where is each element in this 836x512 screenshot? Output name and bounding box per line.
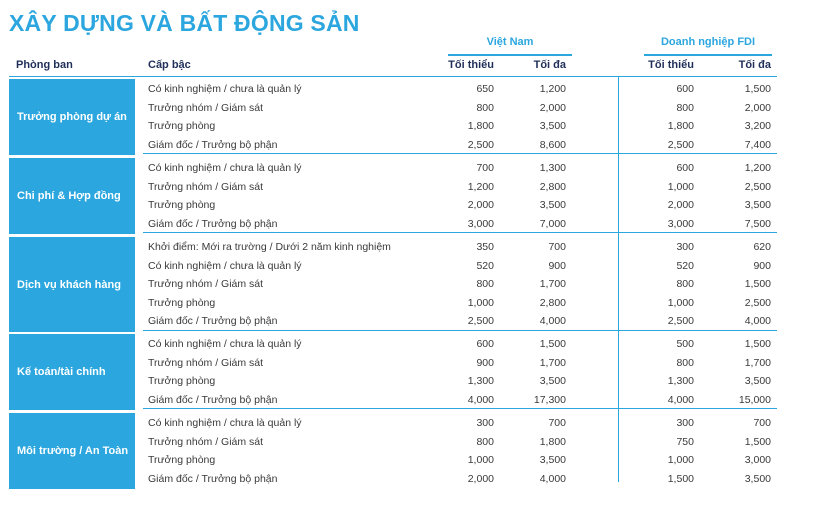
fdi-max-cell: 1,500 <box>744 278 771 290</box>
table-row <box>0 257 836 275</box>
table-row <box>0 354 836 372</box>
fdi-min-cell: 1,000 <box>667 454 694 466</box>
table-row <box>0 275 836 293</box>
department-label: Môi trường / An Toàn <box>17 445 129 457</box>
vn-min-cell: 300 <box>476 417 494 429</box>
fdi-min-cell: 1,300 <box>667 375 694 387</box>
vn-max-cell: 900 <box>548 259 566 272</box>
fdi-min-cell: 600 <box>676 83 694 95</box>
fdi-min-cell: 600 <box>676 162 694 174</box>
table-row <box>0 372 836 390</box>
vn-max-cell: 8,600 <box>539 138 566 151</box>
vn-max-cell: 3,500 <box>539 120 566 132</box>
fdi-min-cell: 800 <box>676 101 694 114</box>
level-cell: Có kinh nghiệm / chưa là quản lý <box>148 162 302 174</box>
level-cell: Có kinh nghiệm / chưa là quản lý <box>148 417 302 429</box>
vn-max-cell: 1,800 <box>539 435 566 448</box>
header-level: Cấp bậc <box>148 59 191 71</box>
header-fdi-max: Tối đa <box>738 59 771 71</box>
vn-min-cell: 800 <box>476 278 494 290</box>
fdi-max-cell: 1,200 <box>744 162 771 174</box>
vn-max-cell: 7,000 <box>539 217 566 230</box>
vn-min-cell: 1,000 <box>467 296 494 309</box>
fdi-min-cell: 2,500 <box>667 315 694 327</box>
fdi-max-cell: 15,000 <box>738 393 771 406</box>
fdi-max-cell: 7,400 <box>744 138 771 151</box>
level-cell: Giám đốc / Trưởng bộ phận <box>148 315 278 327</box>
vn-max-cell: 2,800 <box>539 180 566 193</box>
level-cell: Có kinh nghiệm / chưa là quản lý <box>148 259 302 272</box>
level-cell: Có kinh nghiệm / chưa là quản lý <box>148 338 302 350</box>
vn-min-cell: 800 <box>476 435 494 448</box>
department-label: Chi phí & Hợp đồng <box>17 190 121 202</box>
fdi-max-cell: 7,500 <box>744 217 771 230</box>
level-cell: Giám đốc / Trưởng bộ phận <box>148 138 278 151</box>
fdi-max-cell: 2,000 <box>744 101 771 114</box>
fdi-min-cell: 750 <box>676 435 694 448</box>
header-vn-min: Tối thiểu <box>448 59 494 71</box>
vn-max-cell: 17,300 <box>533 393 566 406</box>
table-row <box>0 159 836 177</box>
fdi-min-cell: 2,000 <box>667 199 694 211</box>
fdi-max-cell: 4,000 <box>744 315 771 327</box>
fdi-max-cell: 700 <box>753 417 771 429</box>
fdi-max-cell: 1,500 <box>744 435 771 448</box>
section-divider <box>143 153 777 154</box>
level-cell: Khởi điểm: Mới ra trường / Dưới 2 năm kinh nghiệm <box>148 241 391 253</box>
fdi-min-cell: 1,800 <box>667 120 694 132</box>
vn-min-cell: 4,000 <box>467 393 494 406</box>
fdi-max-cell: 1,500 <box>744 338 771 350</box>
table-row <box>0 433 836 451</box>
group-vietnam-underline <box>448 54 572 56</box>
table-row <box>0 294 836 312</box>
level-cell: Trưởng phòng <box>148 120 216 132</box>
level-cell: Trưởng phòng <box>148 454 216 466</box>
fdi-min-cell: 800 <box>676 356 694 369</box>
vn-max-cell: 4,000 <box>539 315 566 327</box>
vn-max-cell: 1,700 <box>539 278 566 290</box>
vn-max-cell: 3,500 <box>539 375 566 387</box>
header-vn-max: Tối đa <box>533 59 566 71</box>
department-label: Trưởng phòng dự án <box>17 111 127 123</box>
fdi-max-cell: 3,500 <box>744 375 771 387</box>
vn-min-cell: 1,800 <box>467 120 494 132</box>
level-cell: Trưởng nhóm / Giám sát <box>148 180 264 193</box>
fdi-min-cell: 300 <box>676 241 694 253</box>
vn-min-cell: 1,300 <box>467 375 494 387</box>
fdi-min-cell: 300 <box>676 417 694 429</box>
table-row <box>0 215 836 233</box>
fdi-max-cell: 1,700 <box>744 356 771 369</box>
vn-max-cell: 3,500 <box>539 199 566 211</box>
vn-min-cell: 2,000 <box>467 472 494 485</box>
level-cell: Trưởng phòng <box>148 375 216 387</box>
fdi-min-cell: 3,000 <box>667 217 694 230</box>
vn-max-cell: 2,800 <box>539 296 566 309</box>
table-row <box>0 99 836 117</box>
level-cell: Trưởng nhóm / Giám sát <box>148 435 264 448</box>
vn-max-cell: 2,000 <box>539 101 566 114</box>
fdi-max-cell: 620 <box>753 241 771 253</box>
vn-min-cell: 600 <box>476 338 494 350</box>
department-label: Kế toán/tài chính <box>17 366 106 378</box>
section-divider <box>143 408 777 409</box>
table-row <box>0 335 836 353</box>
table-row <box>0 117 836 135</box>
vn-min-cell: 800 <box>476 101 494 114</box>
group-fdi-label: Doanh nghiệp FDI <box>660 36 756 48</box>
level-cell: Trưởng nhóm / Giám sát <box>148 356 264 369</box>
table-row <box>0 312 836 330</box>
table-row <box>0 238 836 256</box>
vn-min-cell: 1,000 <box>467 454 494 466</box>
vn-min-cell: 2,500 <box>467 138 494 151</box>
vn-max-cell: 1,700 <box>539 356 566 369</box>
header-divider <box>9 76 777 77</box>
table-row <box>0 80 836 98</box>
table-row <box>0 136 836 154</box>
vn-min-cell: 520 <box>476 259 494 272</box>
table-row <box>0 470 836 488</box>
header-fdi-min: Tối thiểu <box>648 59 694 71</box>
vn-max-cell: 700 <box>548 241 566 253</box>
vn-max-cell: 1,300 <box>539 162 566 174</box>
group-vietnam-label: Việt Nam <box>486 36 534 48</box>
fdi-min-cell: 1,500 <box>667 472 694 485</box>
fdi-min-cell: 2,500 <box>667 138 694 151</box>
level-cell: Trưởng phòng <box>148 199 216 211</box>
level-cell: Giám đốc / Trưởng bộ phận <box>148 472 278 485</box>
vn-min-cell: 2,500 <box>467 315 494 327</box>
vn-min-cell: 700 <box>476 162 494 174</box>
fdi-min-cell: 4,000 <box>667 393 694 406</box>
vn-max-cell: 3,500 <box>539 454 566 466</box>
level-cell: Giám đốc / Trưởng bộ phận <box>148 393 278 406</box>
section-divider <box>143 330 777 331</box>
table-row <box>0 391 836 409</box>
fdi-max-cell: 3,500 <box>744 199 771 211</box>
fdi-min-cell: 800 <box>676 278 694 290</box>
vn-max-cell: 1,200 <box>539 83 566 95</box>
fdi-min-cell: 520 <box>676 259 694 272</box>
group-fdi-underline <box>644 54 772 56</box>
fdi-max-cell: 2,500 <box>744 296 771 309</box>
vn-max-cell: 1,500 <box>539 338 566 350</box>
vn-max-cell: 4,000 <box>539 472 566 485</box>
section-divider <box>143 232 777 233</box>
level-cell: Giám đốc / Trưởng bộ phận <box>148 217 278 230</box>
table-row <box>0 196 836 214</box>
table-row <box>0 414 836 432</box>
level-cell: Có kinh nghiệm / chưa là quản lý <box>148 83 302 95</box>
fdi-max-cell: 3,200 <box>744 120 771 132</box>
vn-min-cell: 2,000 <box>467 199 494 211</box>
vn-min-cell: 3,000 <box>467 217 494 230</box>
table-row <box>0 451 836 469</box>
vn-min-cell: 650 <box>476 83 494 95</box>
fdi-max-cell: 2,500 <box>744 180 771 193</box>
vn-min-cell: 350 <box>476 241 494 253</box>
header-department: Phòng ban <box>16 59 73 71</box>
fdi-max-cell: 1,500 <box>744 83 771 95</box>
level-cell: Trưởng phòng <box>148 296 216 309</box>
vn-min-cell: 900 <box>476 356 494 369</box>
fdi-min-cell: 1,000 <box>667 180 694 193</box>
level-cell: Trưởng nhóm / Giám sát <box>148 101 264 114</box>
vn-max-cell: 700 <box>548 417 566 429</box>
fdi-max-cell: 3,000 <box>744 454 771 466</box>
fdi-min-cell: 1,000 <box>667 296 694 309</box>
page-title: XÂY DỰNG VÀ BẤT ĐỘNG SẢN <box>9 10 360 36</box>
level-cell: Trưởng nhóm / Giám sát <box>148 278 264 290</box>
table-row <box>0 178 836 196</box>
fdi-max-cell: 900 <box>753 259 771 272</box>
fdi-max-cell: 3,500 <box>744 472 771 485</box>
vn-min-cell: 1,200 <box>467 180 494 193</box>
fdi-min-cell: 500 <box>676 338 694 350</box>
department-label: Dịch vụ khách hàng <box>17 278 121 291</box>
